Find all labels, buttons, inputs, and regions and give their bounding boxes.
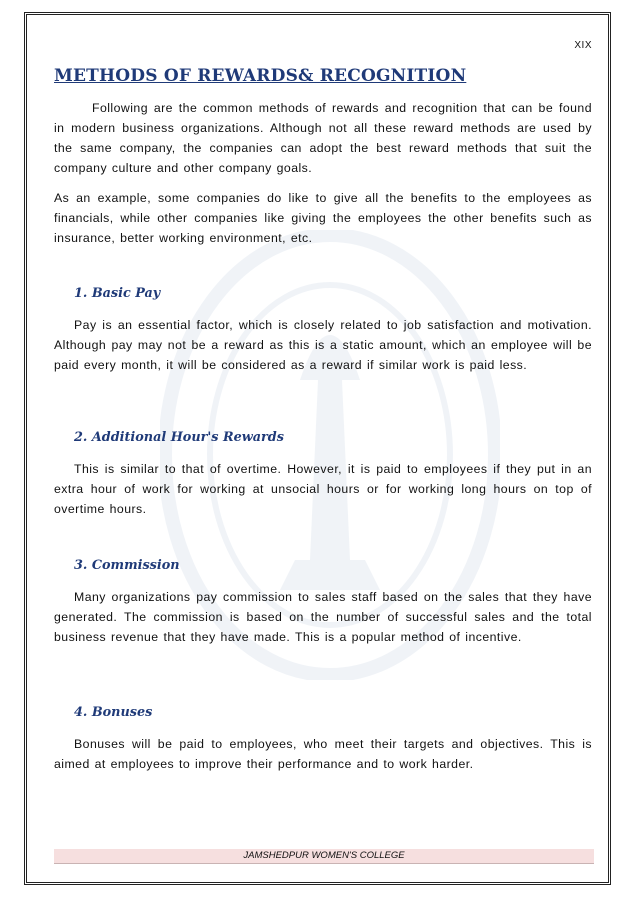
section-heading-bonuses: 4. Bonuses: [74, 705, 153, 720]
intro-paragraph-2: As an example, some companies do like to give all the benefits to the employees as financials, while other companies like giving the employees the other benefits such as insurance, better working environment, etc.: [54, 191, 592, 245]
section-heading-basic-pay: 1. Basic Pay: [74, 286, 161, 301]
section-heading-commission: 3. Commission: [74, 558, 180, 573]
section-text-commission: Many organizations pay commission to sales staff based on the sales that they have generated. The commission is based on the number of successful sales and the total business revenue that they have made. This is a popular method of incentive.: [54, 590, 592, 644]
section-text-bonuses: Bonuses will be paid to employees, who meet their targets and objectives. This is aimed at employees to improve their performance and to work harder.: [54, 737, 592, 771]
section-text-basic-pay: Pay is an essential factor, which is closely related to job satisfaction and motivation. Although pay may not be a reward as this is a static amount, which an employee will be paid every month, it will be considered as a reward if similar work is paid less.: [54, 318, 592, 372]
footer-college-name: JAMSHEDPUR WOMEN'S COLLEGE: [54, 849, 594, 864]
page-title: METHODS OF REWARDS& RECOGNITION: [54, 66, 467, 86]
section-heading-additional-hours: 2. Additional Hour's Rewards: [74, 430, 284, 445]
page-number: XIX: [574, 40, 592, 51]
section-text-additional-hours: This is similar to that of overtime. However, it is paid to employees if they put in an extra hour of work for working at unsocial hours or for working long hours on top of overtime hours.: [54, 462, 592, 516]
intro-paragraph-1: Following are the common methods of rewards and recognition that can be found in modern business organizations. Although not all these reward methods are used by the same company, the companies can adopt the best reward methods that suit the company culture and other company goals.: [54, 101, 592, 175]
